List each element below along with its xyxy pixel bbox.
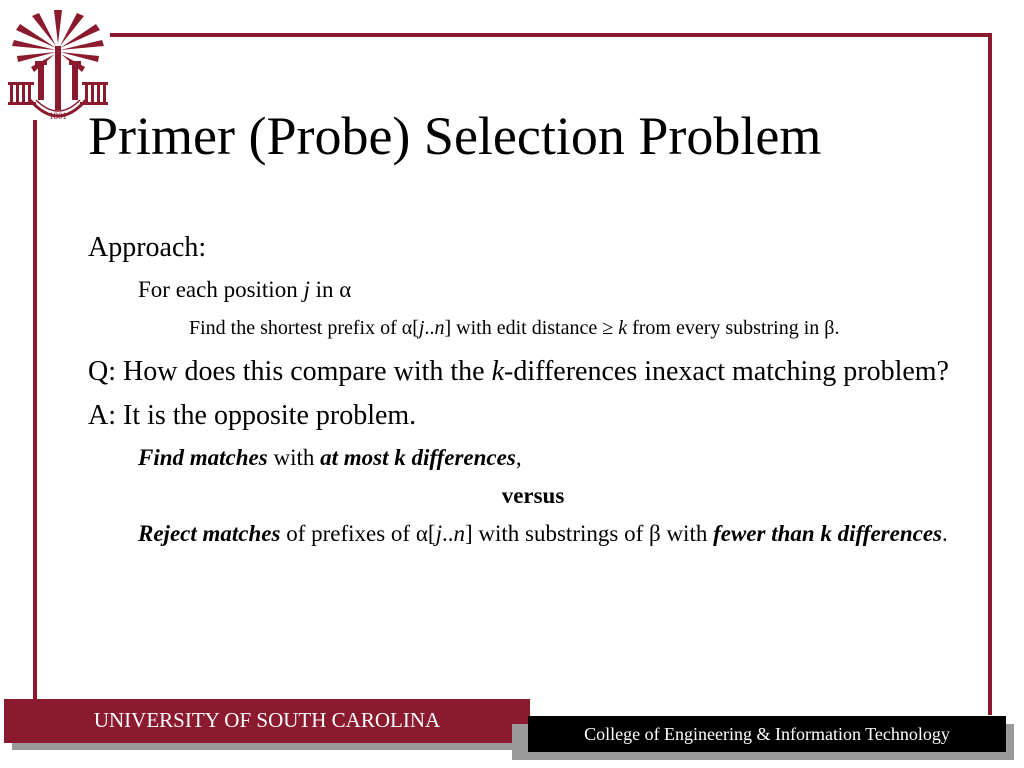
slide-body [88,232,968,558]
approach-for-each-line: For each position j in α [138,277,352,302]
approach-heading: Approach: [88,232,207,263]
approach-find-line: Find the shortest prefix of α[j..n] with edit distance ≥ k from every substring in β. [189,317,840,339]
versus-line: versus [501,483,565,508]
logo-year: 1801 [49,111,67,121]
reject-matches-line: Reject matches of prefixes of α[j..n] with substrings of β with fewer than k differences. [138,521,948,546]
college-name: College of Engineering & Information Technology [584,724,950,744]
find-matches-line: Find matches with at most k differences, [138,445,522,470]
slide-frame-left [33,120,37,700]
answer-line: A: It is the opposite problem. [88,400,417,431]
slide-title: Primer (Probe) Selection Problem [88,106,822,166]
university-name: UNIVERSITY OF SOUTH CAROLINA [93,708,441,732]
question-line: Q: How does this compare with the k-differences inexact matching problem? [88,356,949,387]
slide-frame-right [988,33,992,715]
slide-frame-top [110,33,992,37]
